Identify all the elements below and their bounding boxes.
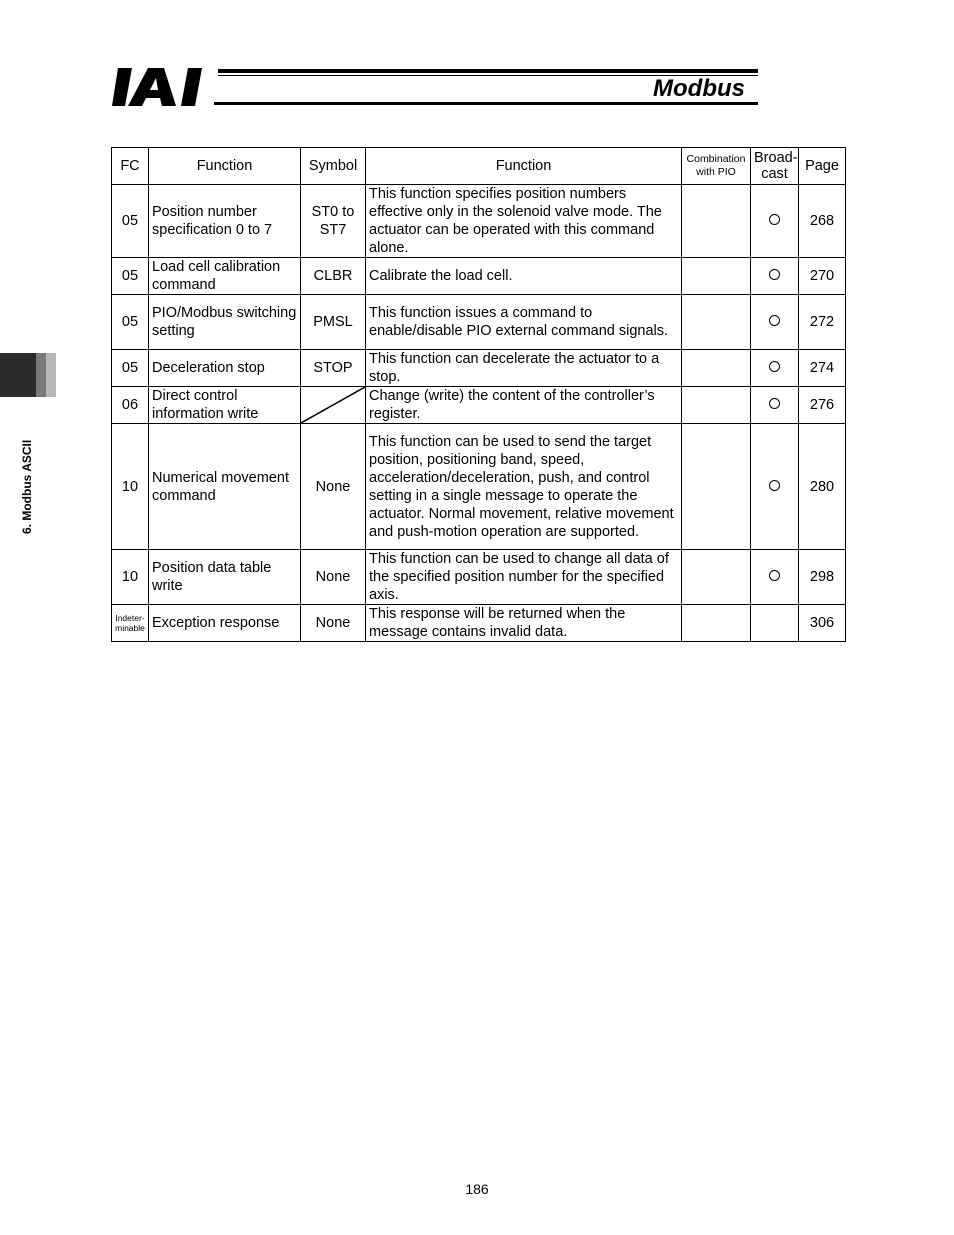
cell-broadcast: [751, 387, 799, 424]
cell-broadcast: [751, 258, 799, 295]
cell-combination: [682, 387, 751, 424]
cell-description: This function issues a command to enable/disable PIO external command signals.: [366, 295, 682, 350]
table-row: [112, 350, 846, 387]
broadcast-circle-icon: [769, 570, 780, 581]
cell-broadcast: [751, 185, 799, 258]
cell-fc: 06: [112, 387, 149, 424]
header-title: Modbus: [653, 75, 745, 102]
header-page: Page: [799, 148, 846, 185]
cell-symbol-not-applicable: [301, 387, 366, 424]
table-row: [112, 605, 846, 642]
table-row: [112, 185, 846, 258]
cell-symbol: None: [301, 550, 366, 605]
cell-symbol: None: [301, 424, 366, 550]
cell-function: Position data table write: [149, 550, 301, 605]
cell-fc: 10: [112, 550, 149, 605]
cell-description: This function can be used to change all data of the specified position number for the specified axis.: [366, 550, 682, 605]
cell-description: This function can be used to send the target position, positioning band, speed, acceleration/deceleration, push, and control setting in a single message to operate the actuator. Normal movement, relative movement and push-motion operation are supported.: [366, 424, 682, 550]
cell-description: Calibrate the load cell.: [366, 258, 682, 295]
cell-page: 272: [799, 295, 846, 350]
cell-function: Position number specification 0 to 7: [149, 185, 301, 258]
chapter-label: 6. Modbus ASCII: [20, 439, 34, 534]
broadcast-circle-icon: [769, 315, 780, 326]
cell-fc: 05: [112, 350, 149, 387]
cell-description: This function specifies position numbers effective only in the solenoid valve mode. The actuator can be operated with this command alone.: [366, 185, 682, 258]
header-symbol: Symbol: [301, 148, 366, 185]
function-code-table: [111, 147, 846, 642]
cell-symbol: ST0 to ST7: [301, 185, 366, 258]
cell-combination: [682, 424, 751, 550]
broadcast-circle-icon: [769, 398, 780, 409]
cell-fc: Indeter-minable: [112, 605, 149, 642]
cell-symbol: CLBR: [301, 258, 366, 295]
cell-symbol: None: [301, 605, 366, 642]
broadcast-circle-icon: [769, 361, 780, 372]
broadcast-circle-icon: [769, 214, 780, 225]
table-header-row: [112, 148, 846, 185]
table-row: [112, 295, 846, 350]
cell-fc: 05: [112, 258, 149, 295]
header-broadcast: Broad-cast: [751, 148, 799, 185]
chapter-tab-mid: [36, 353, 46, 397]
cell-function: Deceleration stop: [149, 350, 301, 387]
broadcast-circle-icon: [769, 480, 780, 491]
header-combination: Combination with PIO: [682, 148, 751, 185]
diagonal-slash-icon: [301, 387, 365, 423]
cell-function: Load cell calibration command: [149, 258, 301, 295]
cell-symbol: STOP: [301, 350, 366, 387]
cell-fc: 05: [112, 185, 149, 258]
cell-symbol: PMSL: [301, 295, 366, 350]
cell-combination: [682, 295, 751, 350]
cell-combination: [682, 605, 751, 642]
cell-description: This function can decelerate the actuator to a stop.: [366, 350, 682, 387]
cell-function: Exception response: [149, 605, 301, 642]
iai-logo: [112, 66, 212, 108]
cell-page: 280: [799, 424, 846, 550]
header-rule-top: [218, 69, 758, 73]
cell-broadcast: [751, 550, 799, 605]
cell-broadcast: [751, 350, 799, 387]
broadcast-circle-icon: [769, 269, 780, 280]
header-fc: FC: [112, 148, 149, 185]
table-row: [112, 387, 846, 424]
cell-combination: [682, 550, 751, 605]
cell-page: 270: [799, 258, 846, 295]
header-function: Function: [149, 148, 301, 185]
cell-page: 274: [799, 350, 846, 387]
table-row: [112, 550, 846, 605]
cell-broadcast: [751, 605, 799, 642]
cell-page: 306: [799, 605, 846, 642]
cell-page: 298: [799, 550, 846, 605]
header-description: Function: [366, 148, 682, 185]
cell-page: 276: [799, 387, 846, 424]
cell-fc: 10: [112, 424, 149, 550]
chapter-tab-dark: [0, 353, 36, 397]
cell-description: Change (write) the content of the controller’s register.: [366, 387, 682, 424]
cell-combination: [682, 258, 751, 295]
cell-function: PIO/Modbus switching setting: [149, 295, 301, 350]
cell-broadcast: [751, 424, 799, 550]
cell-fc: 05: [112, 295, 149, 350]
table-row: [112, 258, 846, 295]
chapter-tab-light: [46, 353, 56, 397]
cell-combination: [682, 185, 751, 258]
cell-page: 268: [799, 185, 846, 258]
cell-description: This response will be returned when the message contains invalid data.: [366, 605, 682, 642]
cell-function: Numerical movement command: [149, 424, 301, 550]
cell-broadcast: [751, 295, 799, 350]
page-number: 186: [465, 1181, 489, 1197]
table-row: [112, 424, 846, 550]
cell-function: Direct control information write: [149, 387, 301, 424]
cell-combination: [682, 350, 751, 387]
